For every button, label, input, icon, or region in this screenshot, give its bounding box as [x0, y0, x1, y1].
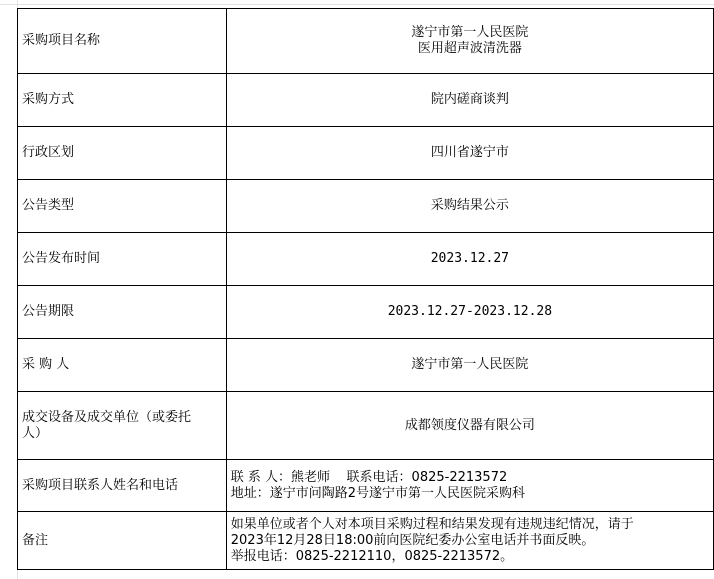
label-procurement-method: 采购方式 — [18, 74, 227, 127]
value-region: 四川省遂宁市 — [226, 127, 713, 180]
winning-unit-label-line2: 人） — [22, 425, 49, 441]
table-row — [18, 180, 714, 233]
table-row — [18, 512, 714, 570]
table-row — [18, 127, 714, 180]
label-publish-time: 公告发布时间 — [18, 233, 227, 286]
table-row — [18, 9, 714, 74]
label-contact: 采购项目联系人姓名和电话 — [18, 460, 227, 512]
label-remarks: 备注 — [18, 512, 227, 570]
value-remarks — [226, 512, 713, 570]
table-row — [18, 460, 714, 512]
project-name-line2: 医用超声波清洗器 — [417, 41, 522, 56]
value-contact — [226, 460, 713, 512]
contact-line1: 联 系 人：熊老师 联系电话：0825-2213572 — [230, 469, 508, 485]
label-project-name: 采购项目名称 — [18, 9, 227, 74]
procurement-result-table — [17, 8, 714, 570]
table-row — [18, 339, 714, 392]
value-notice-period: 2023.12.27-2023.12.28 — [226, 286, 713, 339]
value-procurement-method: 院内磋商谈判 — [226, 74, 713, 127]
label-winning-unit — [18, 392, 227, 460]
table-row — [18, 286, 714, 339]
contact-line2: 地址：遂宁市问陶路2号遂宁市第一人民医院采购科 — [230, 485, 526, 501]
winning-unit-label-line1: 成交设备及成交单位（或委托 — [22, 409, 192, 425]
project-name-line1: 遂宁市第一人民医院 — [411, 25, 529, 40]
label-purchaser: 采 购 人 — [18, 339, 227, 392]
label-notice-period: 公告期限 — [18, 286, 227, 339]
label-region: 行政区划 — [18, 127, 227, 180]
grid-line — [0, 4, 714, 5]
table-row — [18, 233, 714, 286]
value-purchaser: 遂宁市第一人民医院 — [226, 339, 713, 392]
value-publish-time: 2023.12.27 — [226, 233, 713, 286]
value-project-name — [226, 9, 713, 74]
value-winning-unit: 成都领度仪器有限公司 — [226, 392, 713, 460]
table-row — [18, 74, 714, 127]
table-row — [18, 392, 714, 460]
value-notice-type: 采购结果公示 — [226, 180, 713, 233]
remarks-line2: 2023年12月28日18:00前向医院纪委办公室电话并书面反映。 — [230, 532, 595, 548]
remarks-line3: 举报电话：0825-2212110，0825-2213572。 — [230, 548, 514, 564]
remarks-line1: 如果单位或者个人对本项目采购过程和结果发现有违规违纪情况，请于 — [230, 516, 634, 532]
label-notice-type: 公告类型 — [18, 180, 227, 233]
